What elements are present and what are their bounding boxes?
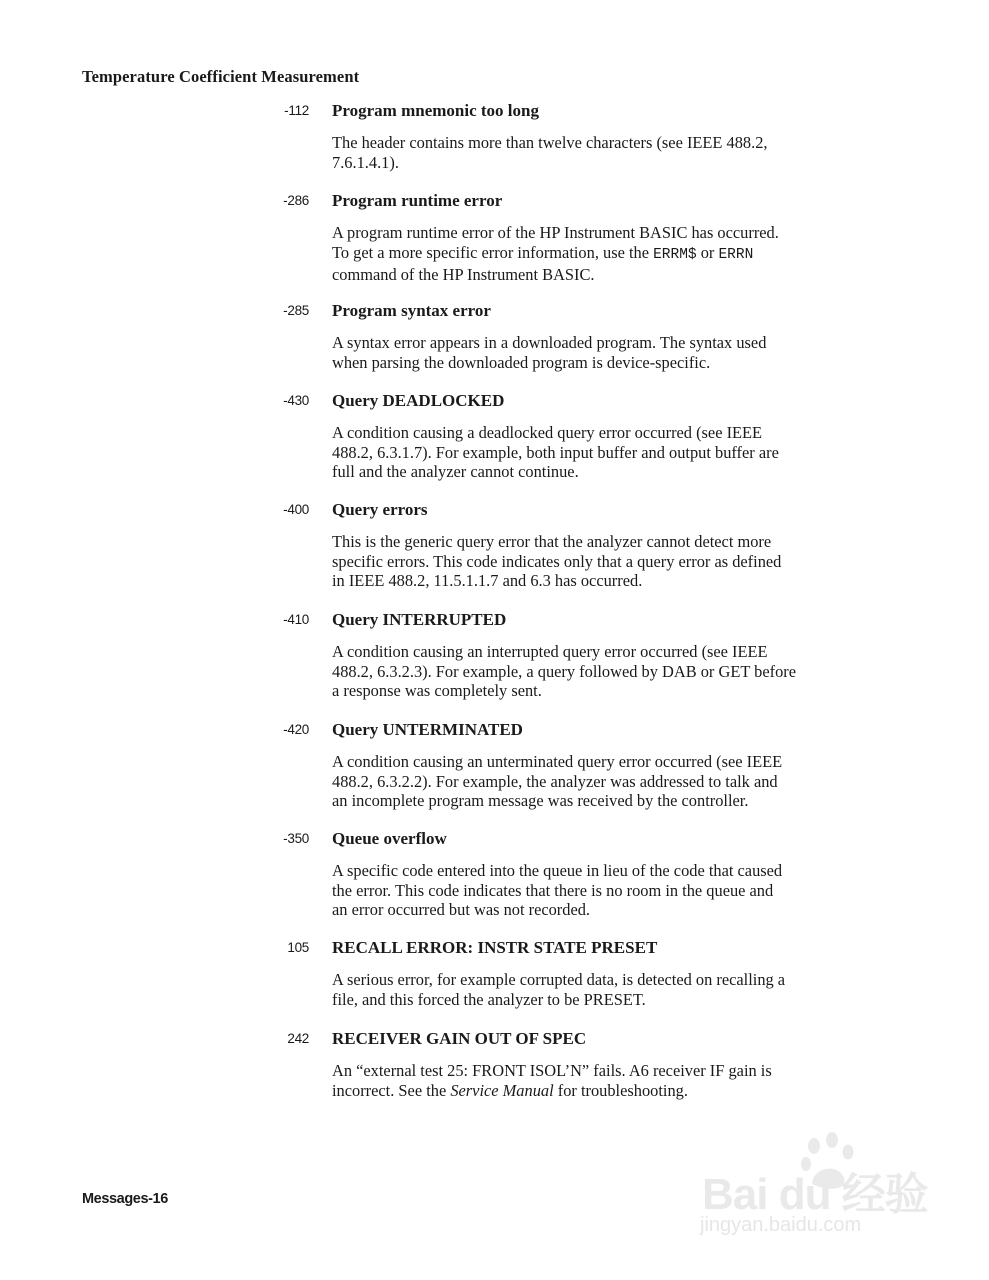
baidu-jingyan-watermark [690,1128,930,1248]
description-line: A condition causing an unterminated query error occurred (see IEEE [332,752,783,771]
error-title: Query INTERRUPTED [332,610,507,629]
code-token: ERRN [718,246,754,263]
description-line: A serious error, for example corrupted data, is detected on recalling a [332,970,786,989]
error-description [332,532,892,591]
error-title: Query DEADLOCKED [332,391,505,410]
error-title: Program runtime error [332,191,503,210]
error-description [332,970,892,1009]
description-line: 7.6.1.4.1). [332,152,399,172]
error-title: Query UNTERMINATED [332,720,523,739]
description-line: an incomplete program message was received by the controller. [332,791,749,810]
error-code: -400 [283,502,309,517]
error-code: -285 [283,303,309,318]
description-line: 488.2, 6.3.1.7). For example, both input buffer and output buffer are [332,442,779,462]
error-title: RECEIVER GAIN OUT OF SPEC [332,1029,587,1048]
description-line: 488.2, 6.3.2.3). For example, a query followed by DAB or GET before [332,661,796,681]
error-description [332,133,892,172]
error-description [332,1061,892,1100]
description-line: command of the HP Instrument BASIC. [332,265,595,284]
error-code: -350 [283,831,309,846]
error-code: 242 [287,1031,309,1046]
description-line: A specific code entered into the queue in lieu of the code that caused [332,861,783,880]
description-line: when parsing the downloaded program is device-specific. [332,352,711,372]
description-line: A syntax error appears in a downloaded program. The syntax used [332,333,767,352]
error-code: -410 [283,612,309,627]
error-title: Queue overflow [332,829,447,848]
page-number: Messages-16 [82,1191,168,1207]
error-description [332,423,892,482]
description-line: specific errors. This code indicates only that a query error as defined [332,551,782,571]
description-line: file, and this forced the analyzer to be PRESET. [332,989,646,1009]
description-line: full and the analyzer cannot continue. [332,462,579,481]
error-code: -430 [283,393,309,408]
description-line: in IEEE 488.2, 11.5.1.1.7 and 6.3 has occurred. [332,571,643,590]
error-code: -286 [283,193,309,208]
error-description [332,642,892,701]
watermark-logo-text: Bai du 经验 [702,1170,928,1219]
description-line: the error. This code indicates that there is no room in the queue and [332,880,774,900]
error-title: Program mnemonic too long [332,101,539,120]
error-code: -420 [283,722,309,737]
description-line: This is the generic query error that the analyzer cannot detect more [332,532,772,551]
error-title: Query errors [332,500,428,519]
description-line: incorrect. See the Service Manual for troubleshooting. [332,1080,688,1100]
error-description [332,861,892,920]
description-line: The header contains more than twelve characters (see IEEE 488.2, [332,133,768,152]
description-line: To get a more specific error information, use the ERRM$ or ERRN [332,242,754,263]
error-code: -112 [284,103,309,118]
italic-reference: Service Manual [450,1080,554,1100]
watermark-url: jingyan.baidu.com [700,1214,862,1236]
description-line: An “external test 25: FRONT ISOL’N” fails. A6 receiver IF gain is [332,1061,772,1080]
description-line: A condition causing an interrupted query error occurred (see IEEE [332,642,768,661]
error-description [332,223,892,285]
error-title: RECALL ERROR: INSTR STATE PRESET [332,938,658,957]
error-title: Program syntax error [332,301,491,320]
error-description [332,752,892,811]
description-line: A program runtime error of the HP Instrument BASIC has occurred. [332,223,779,242]
description-line: A condition causing a deadlocked query error occurred (see IEEE [332,423,763,442]
code-token: ERRM$ [653,246,697,263]
running-head: Temperature Coefficient Measurement [82,67,360,86]
error-code: 105 [287,940,309,955]
description-line: a response was completely sent. [332,681,542,700]
description-line: an error occurred but was not recorded. [332,900,591,919]
error-description [332,333,892,372]
description-line: 488.2, 6.3.2.2). For example, the analyzer was addressed to talk and [332,771,778,791]
